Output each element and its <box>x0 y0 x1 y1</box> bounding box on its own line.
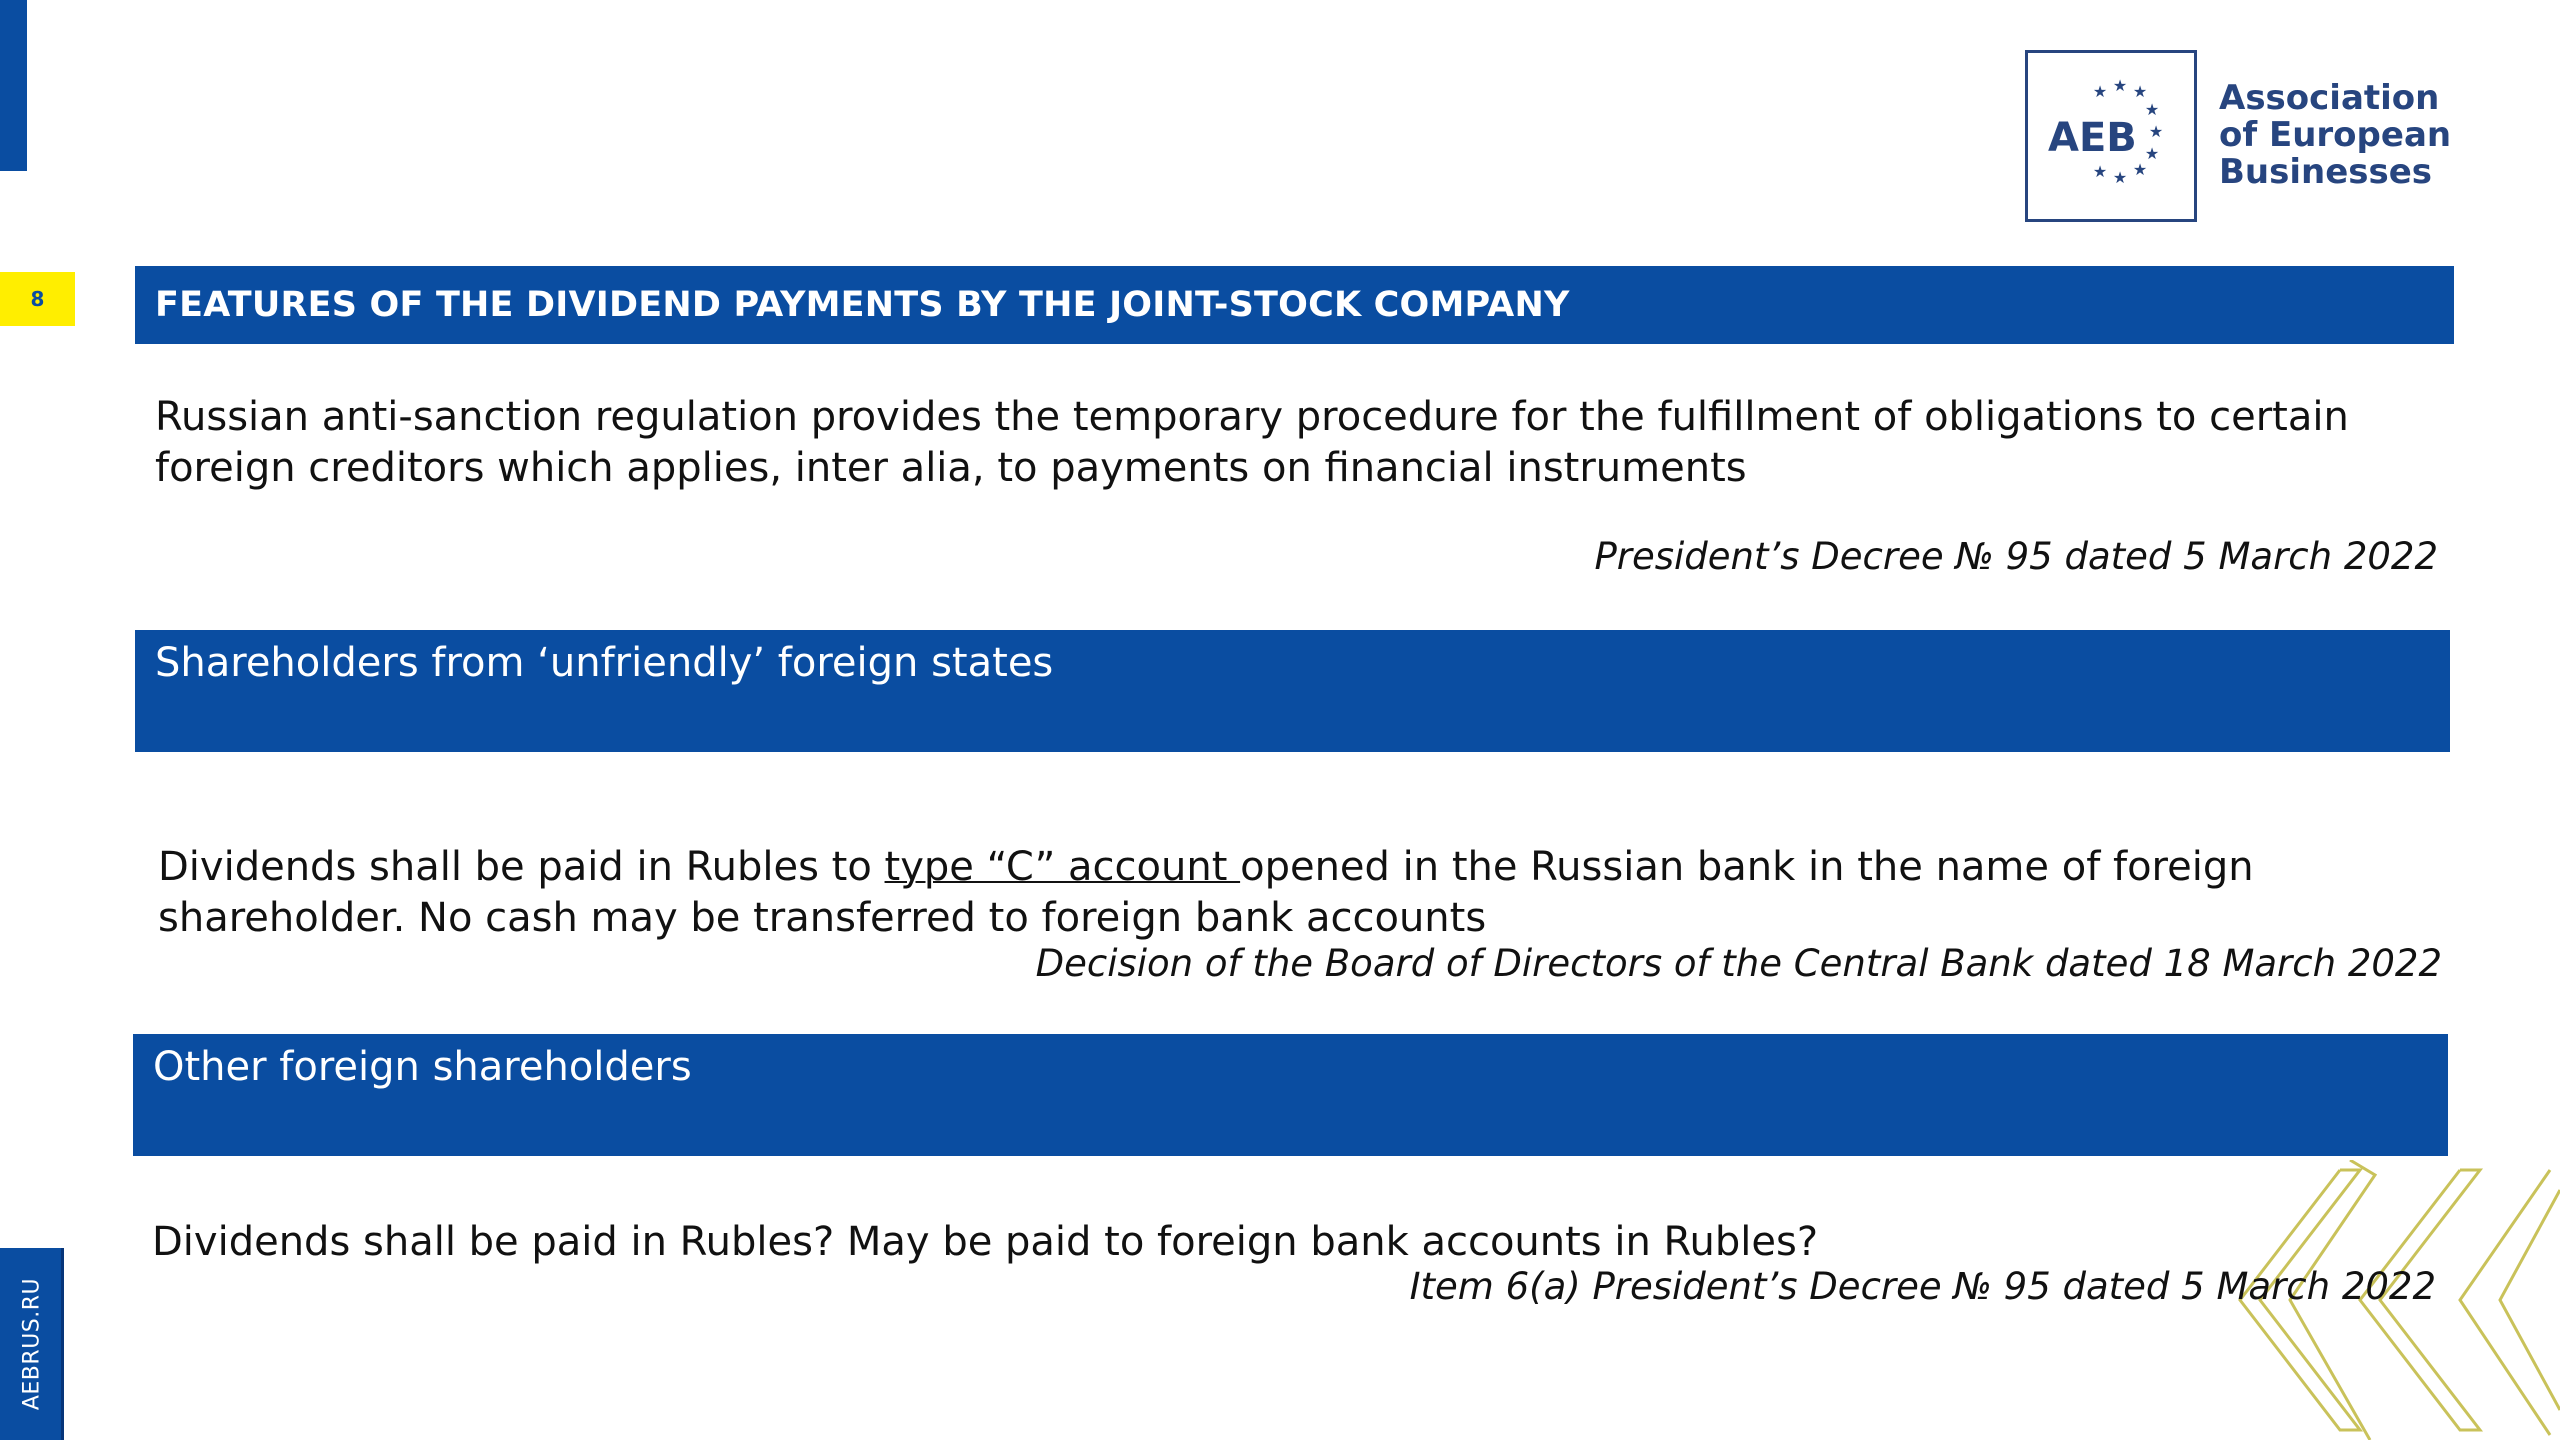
svg-text:★: ★ <box>2112 168 2128 187</box>
section1-text <box>158 842 2448 944</box>
section2-citation: Item 6(a) President’s Decree № 95 dated 5 March 2022 <box>1409 1265 2436 1308</box>
svg-text:★: ★ <box>2132 82 2148 101</box>
logo-caption <box>2219 80 2519 191</box>
section-heading-other: Other foreign shareholders <box>133 1034 2448 1156</box>
slide-title: FEATURES OF THE DIVIDEND PAYMENTS BY THE JOINT-STOCK COMPANY <box>135 266 2454 344</box>
svg-text:★: ★ <box>2144 100 2160 119</box>
side-tab[interactable] <box>0 1248 64 1440</box>
logo-line-2: of European <box>2219 115 2452 155</box>
side-tab-label: AEBRUS.RU <box>19 1277 45 1411</box>
type-c-account-link[interactable]: type “C” account <box>884 844 1241 890</box>
section1-text-after: opened in the Russian bank in the name of foreign shareholder. No cash may be transferred to foreign bank accounts <box>158 844 2254 941</box>
intro-text: Russian anti-sanction regulation provides the temporary procedure for the fulfillment of obligations to certain foreign creditors which applies, inter alia, to payments on financial instruments <box>155 394 2349 491</box>
svg-text:★: ★ <box>2112 76 2128 95</box>
section1-citation: Decision of the Board of Directors of the Central Bank dated 18 March 2022 <box>1035 942 2442 985</box>
page-number-badge: 8 <box>0 272 75 326</box>
logo-mark: AEB <box>2048 115 2137 161</box>
logo-line-3: Businesses <box>2219 152 2433 192</box>
svg-text:★: ★ <box>2132 160 2148 179</box>
left-accent-bar <box>0 0 27 171</box>
svg-text:★: ★ <box>2148 122 2164 141</box>
intro-citation: President’s Decree № 95 dated 5 March 2022 <box>1594 535 2438 578</box>
svg-text:★: ★ <box>2092 162 2108 181</box>
svg-text:★: ★ <box>2092 82 2108 101</box>
logo-line-1: Association <box>2219 78 2440 118</box>
section1-text-before: Dividends shall be paid in Rubles to <box>158 844 885 890</box>
svg-text:★: ★ <box>2144 144 2160 163</box>
section2-text: Dividends shall be paid in Rubles? May be paid to foreign bank accounts in Rubles? <box>152 1219 1819 1265</box>
aeb-logo <box>2025 50 2197 222</box>
section-heading-unfriendly: Shareholders from ‘unfriendly’ foreign states <box>135 630 2450 752</box>
logo-stars-icon <box>2028 53 2194 219</box>
